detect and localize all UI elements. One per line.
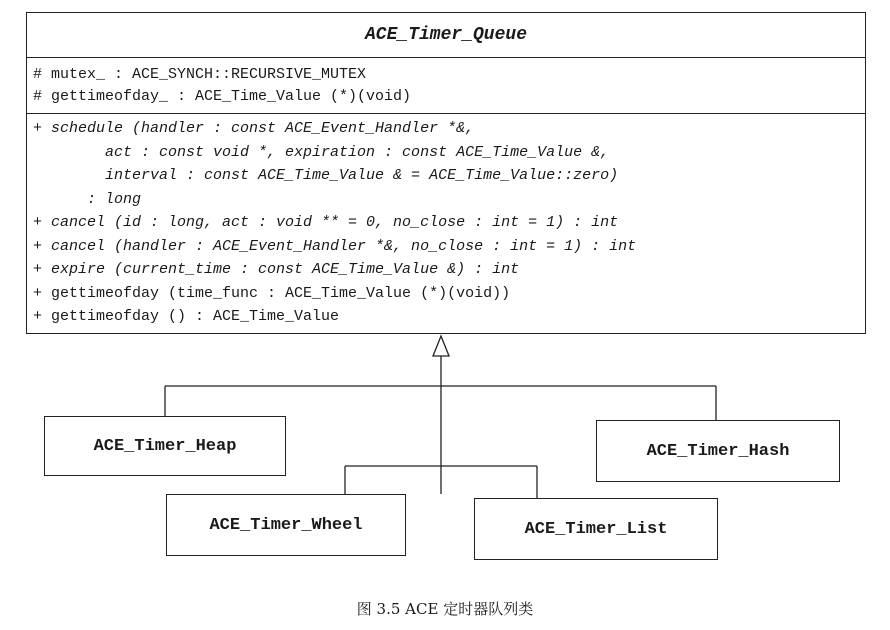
- class-ace-timer-wheel: [166, 494, 406, 556]
- class-name: ACE_Timer_Hash: [646, 441, 790, 461]
- operation-line: + cancel (id : long, act : void ** = 0, no_close : int = 1) : int: [33, 214, 619, 231]
- class-name: ACE_Timer_List: [524, 519, 668, 539]
- operation-line: + gettimeofday (time_func : ACE_Time_Value (*)(void)): [33, 284, 511, 302]
- operation-line: : long: [33, 190, 142, 208]
- attribute-gettimeofday: # gettimeofday_ : ACE_Time_Value (*)(void): [33, 88, 412, 105]
- operation-line: act : const void *, expiration : const ACE_Time_Value &,: [33, 143, 610, 161]
- operation-line: + schedule (handler : const ACE_Event_Handler *&,: [33, 120, 475, 137]
- class-ace-timer-hash: [596, 420, 840, 482]
- generalization-arrowhead: [433, 336, 449, 356]
- operation-line: + gettimeofday () : ACE_Time_Value: [33, 308, 340, 325]
- class-name: ACE_Timer_Heap: [93, 436, 237, 456]
- attribute-mutex: # mutex_ : ACE_SYNCH::RECURSIVE_MUTEX: [33, 66, 367, 83]
- operation-line: interval : const ACE_Time_Value & = ACE_Time_Value::zero): [33, 167, 619, 184]
- attributes-compartment: [27, 58, 865, 114]
- class-ace-timer-list: [474, 498, 718, 560]
- operations-compartment: [27, 114, 865, 329]
- class-name: ACE_Timer_Wheel: [209, 515, 363, 535]
- class-ace-timer-queue: [26, 12, 866, 334]
- class-ace-timer-heap: [44, 416, 286, 476]
- figure-caption: 图 3.5 ACE 定时器队列类: [356, 600, 534, 618]
- class-name: ACE_Timer_Queue: [27, 13, 865, 58]
- operation-line: + cancel (handler : ACE_Event_Handler *&, no_close : int = 1) : int: [33, 237, 637, 255]
- operation-line: + expire (current_time : const ACE_Time_Value &) : int: [33, 261, 520, 278]
